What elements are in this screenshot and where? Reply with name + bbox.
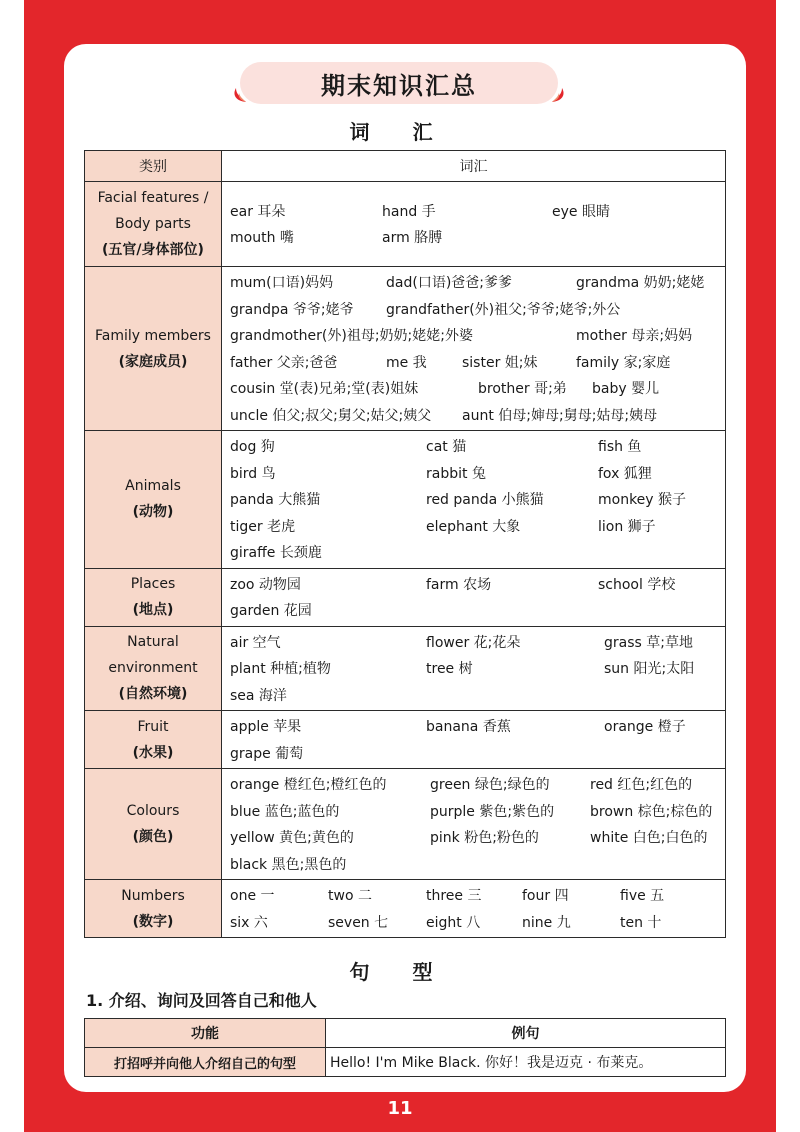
category-en: Numbers — [121, 887, 185, 904]
vocab-word: fox 狐狸 — [598, 465, 652, 482]
vocab-word: two 二 — [328, 888, 372, 905]
category-cn: (家庭成员) — [118, 353, 188, 370]
col-header-function: 功能 — [85, 1019, 326, 1048]
category-en: Places — [130, 576, 176, 592]
vocab-word: monkey 猴子 — [598, 492, 687, 509]
vocab-word: tiger 老虎 — [230, 518, 296, 535]
category-cell — [85, 431, 222, 569]
vocab-word: mum(口语)妈妈 — [230, 275, 334, 292]
category-cn: (动物) — [132, 504, 174, 521]
vocab-word: banana 香蕉 — [426, 719, 511, 736]
vocab-line — [230, 824, 717, 851]
vocab-word: bird 鸟 — [230, 465, 276, 482]
vocab-line — [230, 486, 717, 513]
category-cell — [85, 880, 222, 938]
vocab-cell — [222, 711, 726, 769]
col-header-vocab: 词汇 — [222, 151, 726, 182]
title-banner — [230, 62, 568, 106]
vocab-word: ten 十 — [620, 914, 662, 931]
category-cn: (五官/身体部位) — [102, 242, 204, 258]
vocab-word: farm 农场 — [426, 576, 492, 593]
vocab-word: ear 耳朵 — [230, 203, 286, 220]
vocab-word: black 黑色;黑色的 — [230, 856, 347, 873]
vocab-header-row — [85, 151, 726, 182]
vocab-word: giraffe 长颈鹿 — [230, 545, 322, 562]
vocab-line — [230, 375, 717, 402]
category-cn: (水果) — [132, 744, 174, 761]
section-title-vocab: 词 汇 — [349, 120, 451, 144]
example-cell: Hello! I'm Mike Black. 你好！我是迈克 · 布莱克。 — [326, 1048, 726, 1077]
vocab-word: brown 棕色;棕色的 — [590, 803, 713, 820]
vocab-line — [230, 571, 717, 598]
vocab-line — [230, 655, 717, 682]
vocab-line — [230, 349, 717, 376]
vocab-cell — [222, 182, 726, 267]
vocab-cell — [222, 431, 726, 569]
col-header-example: 例句 — [326, 1019, 726, 1048]
vocab-line — [230, 798, 717, 825]
vocab-word: four 四 — [522, 888, 569, 905]
vocab-word: nine 九 — [522, 914, 571, 931]
vocab-word: grandfather(外)祖父;爷爷;姥爷;外公 — [386, 301, 621, 318]
vocab-table — [84, 150, 726, 938]
vocab-line — [230, 513, 717, 540]
category-en: Fruit — [137, 718, 169, 735]
vocab-word: purple 紫色;紫色的 — [430, 803, 555, 820]
category-en: environment — [108, 660, 198, 677]
vocab-line — [230, 402, 717, 429]
sentence-table — [84, 1018, 726, 1077]
table-row — [85, 626, 726, 711]
vocab-word: uncle 伯父;叔父;舅父;姑父;姨父 — [230, 407, 432, 424]
category-cn: (自然环境) — [118, 686, 188, 703]
page-title: 期末知识汇总 — [240, 62, 558, 104]
function-cell: 打招呼并向他人介绍自己的句型 — [85, 1048, 326, 1077]
vocab-word: blue 蓝色;蓝色的 — [230, 803, 340, 820]
vocab-word: school 学校 — [598, 576, 676, 593]
category-cn: (地点) — [132, 602, 174, 618]
category-cell — [85, 711, 222, 769]
vocab-word: three 三 — [426, 888, 482, 905]
category-cell — [85, 626, 222, 711]
table-row — [85, 431, 726, 569]
vocab-word: family 家;家庭 — [576, 354, 671, 371]
vocab-line — [230, 597, 717, 624]
vocab-cell — [222, 568, 726, 626]
vocab-cell — [222, 769, 726, 880]
vocab-word: cousin 堂(表)兄弟;堂(表)姐妹 — [230, 381, 419, 398]
vocab-word: eye 眼睛 — [552, 203, 610, 220]
category-en: Colours — [126, 803, 180, 819]
table-row — [85, 568, 726, 626]
vocab-word: grandpa 爷爷;姥爷 — [230, 301, 354, 318]
vocab-line — [230, 296, 717, 323]
vocab-word: apple 苹果 — [230, 719, 302, 736]
vocab-line — [230, 198, 717, 225]
vocab-word: father 父亲;爸爸 — [230, 354, 338, 371]
section-title-sentences: 句 型 — [349, 960, 451, 984]
vocab-line — [230, 713, 717, 740]
category-cn: (数字) — [132, 913, 174, 930]
vocab-word: lion 狮子 — [598, 518, 656, 535]
col-header-category: 类别 — [85, 151, 222, 182]
vocab-line — [230, 224, 717, 251]
vocab-word: sea 海洋 — [230, 687, 287, 704]
category-cell — [85, 568, 222, 626]
table-row — [85, 1048, 726, 1077]
vocab-word: sister 姐;妹 — [462, 354, 538, 371]
vocab-word: brother 哥;弟 — [478, 381, 567, 398]
vocab-word: aunt 伯母;婶母;舅母;姑母;姨母 — [462, 407, 658, 424]
vocab-word: yellow 黄色;黄色的 — [230, 830, 354, 847]
vocab-word: rabbit 兔 — [426, 465, 486, 482]
vocab-word: cat 猫 — [426, 439, 467, 456]
vocab-word: pink 粉色;粉色的 — [430, 830, 539, 847]
right-flourish-icon — [550, 86, 568, 104]
vocab-word: panda 大熊猫 — [230, 492, 321, 509]
vocab-line — [230, 460, 717, 487]
table-row — [85, 880, 726, 938]
vocab-word: orange 橙子 — [604, 719, 686, 736]
vocab-word: zoo 动物园 — [230, 576, 301, 593]
category-cell — [85, 182, 222, 267]
vocab-word: dog 狗 — [230, 439, 275, 456]
vocab-cell — [222, 626, 726, 711]
vocab-word: orange 橙红色;橙红色的 — [230, 777, 387, 794]
vocab-cell — [222, 267, 726, 431]
vocab-word: grandma 奶奶;姥姥 — [576, 275, 705, 292]
vocab-line — [230, 851, 717, 878]
category-en: Facial features / — [97, 190, 209, 206]
vocab-line — [230, 433, 717, 460]
vocab-word: hand 手 — [382, 203, 436, 220]
category-en: Natural — [127, 634, 179, 651]
vocab-word: red 红色;红色的 — [590, 777, 693, 794]
vocab-word: dad(口语)爸爸;爹爹 — [386, 275, 512, 292]
page-number: 11 — [387, 1098, 413, 1119]
vocab-word: baby 婴儿 — [592, 381, 660, 398]
category-cell — [85, 267, 222, 431]
category-en: Body parts — [115, 216, 191, 232]
vocab-word: grandmother(外)祖母;奶奶;姥姥;外婆 — [230, 328, 473, 345]
sentence-header-row — [85, 1019, 726, 1048]
vocab-word: me 我 — [386, 354, 427, 371]
vocab-word: tree 树 — [426, 661, 473, 678]
vocab-word: sun 阳光;太阳 — [604, 661, 695, 678]
table-row — [85, 182, 726, 267]
vocab-word: five 五 — [620, 888, 665, 905]
vocab-word: mouth 嘴 — [230, 230, 294, 247]
vocab-word: elephant 大象 — [426, 518, 521, 535]
category-en: Family members — [95, 327, 211, 344]
category-cell — [85, 769, 222, 880]
vocab-line — [230, 882, 717, 909]
vocab-word: mother 母亲;妈妈 — [576, 328, 693, 345]
vocab-line — [230, 740, 717, 767]
vocab-word: seven 七 — [328, 914, 389, 931]
vocab-line — [230, 909, 717, 936]
category-cn: (颜色) — [132, 829, 174, 845]
vocab-word: garden 花园 — [230, 603, 312, 620]
table-row — [85, 267, 726, 431]
vocab-word: fish 鱼 — [598, 439, 642, 456]
vocab-line — [230, 269, 717, 296]
vocab-word: white 白色;白色的 — [590, 830, 708, 847]
vocab-line — [230, 682, 717, 709]
vocab-word: green 绿色;绿色的 — [430, 777, 550, 794]
vocab-word: one 一 — [230, 888, 275, 905]
vocab-word: grass 草;草地 — [604, 634, 693, 651]
vocab-word: red panda 小熊猫 — [426, 492, 544, 509]
vocab-line — [230, 771, 717, 798]
vocab-cell — [222, 880, 726, 938]
vocab-word: flower 花;花朵 — [426, 634, 521, 651]
vocab-word: arm 胳膊 — [382, 230, 443, 247]
vocab-line — [230, 322, 717, 349]
table-row — [85, 711, 726, 769]
vocab-word: air 空气 — [230, 634, 281, 651]
table-row — [85, 769, 726, 880]
category-en: Animals — [125, 478, 181, 495]
vocab-word: six 六 — [230, 914, 268, 931]
vocab-word: eight 八 — [426, 914, 481, 931]
vocab-word: grape 葡萄 — [230, 745, 304, 762]
vocab-line — [230, 629, 717, 656]
subsection-title: 1. 介绍、询问及回答自己和他人 — [86, 991, 317, 1010]
vocab-line — [230, 539, 717, 566]
vocab-word: plant 种植;植物 — [230, 661, 331, 678]
